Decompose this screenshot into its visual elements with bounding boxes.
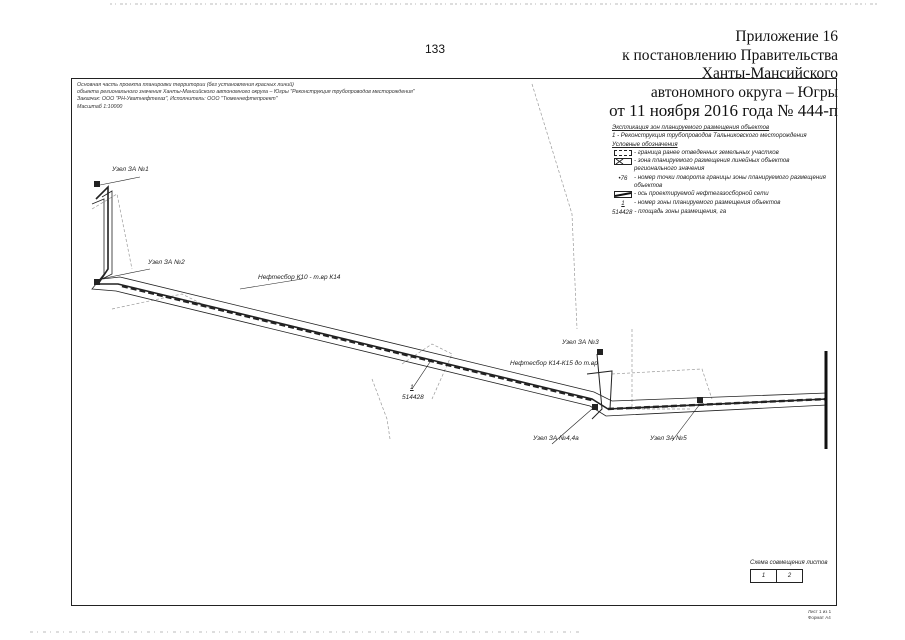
area-mark: 514428 (612, 208, 633, 216)
map-header-line-3: Заказчик: ООО "РН-Уватнефтегаз", Исполнитель: ООО "Тюменнефтепроект" (77, 96, 278, 103)
legend-row-pipe-axis: - ось проектируемой нефтегазосборной сети (612, 190, 834, 198)
appendix-line-3: Ханты-Мансийского (701, 65, 838, 82)
legend-symbols-title: Условные обозначения (612, 140, 678, 148)
label-pipe-1: Нефтесбор К10 - т.вр К14 (258, 274, 341, 281)
label-pipe-2: Нефтесбор К14-К15 до т.вр (510, 360, 598, 367)
turn-point-mark: •76 (618, 174, 628, 182)
page-number: 133 (425, 42, 446, 56)
pipeline-map (72, 79, 836, 605)
appendix-line-1: Приложение 16 (735, 28, 838, 45)
map-header-line-2: объекта регионального значения Ханты-Мансийского автономного округа – Югры "Реконструкция трубопроводов месторождения" (77, 89, 415, 96)
legend-item-1: 1 - Реконструкция трубопроводов Тальниковского месторождения (612, 132, 807, 140)
legend-title: Экспликация зон планируемого размещения объектов (612, 124, 770, 131)
scan-noise-top (0, 0, 905, 8)
map-header-line-4: Масштаб 1:10000 (77, 103, 123, 110)
corner-note: Лист 1 из 1 Формат А4 (808, 609, 832, 620)
map-header-line-1: Основная часть проекта планировки территории (без установления красных линий) (77, 82, 294, 88)
appendix-line-4: автономного округа – Югры (650, 83, 838, 101)
legend-row-zone: - зона планируемого размещения линейных объектов регионального значения (612, 157, 834, 174)
zone-number-mark: 1 (621, 199, 625, 207)
label-node-4a: Узел ЗА №4,4а (533, 435, 579, 442)
scheme-cell-2: 2 (777, 569, 803, 583)
cadastral-lines (92, 84, 712, 439)
legend-row-boundary: - граница ранее отведенных земельных участков (612, 149, 834, 157)
scan-noise-bottom (0, 628, 905, 638)
sheet-layout-scheme (750, 560, 828, 583)
scheme-cell-1: 1 (750, 569, 777, 583)
scheme-title: Схема совмещения листов (750, 560, 828, 566)
label-node-1: Узел ЗА №1 (112, 166, 149, 173)
legend-row-zone-number: 1 - номер зоны планируемого размещения объектов (612, 199, 834, 208)
appendix-line-5: от 11 ноября 2016 года № 444-п (609, 101, 838, 120)
label-node-5: Узел ЗА №5 (650, 435, 687, 442)
label-node-3: Узел ЗА №3 (562, 339, 599, 346)
label-zone-number: 1 (410, 384, 414, 391)
appendix-line-2: к постановлению Правительства (622, 46, 838, 64)
label-zone-area: 514428 (402, 394, 424, 401)
pipeline-zone (92, 187, 827, 416)
legend-row-turn-point: •76 - номер точки поворота границы зоны планируемого размещения объектов (612, 174, 834, 191)
legend-row-area: 514428 - площадь зоны размещения, га (612, 207, 727, 216)
label-node-2: Узел ЗА №2 (148, 259, 185, 266)
